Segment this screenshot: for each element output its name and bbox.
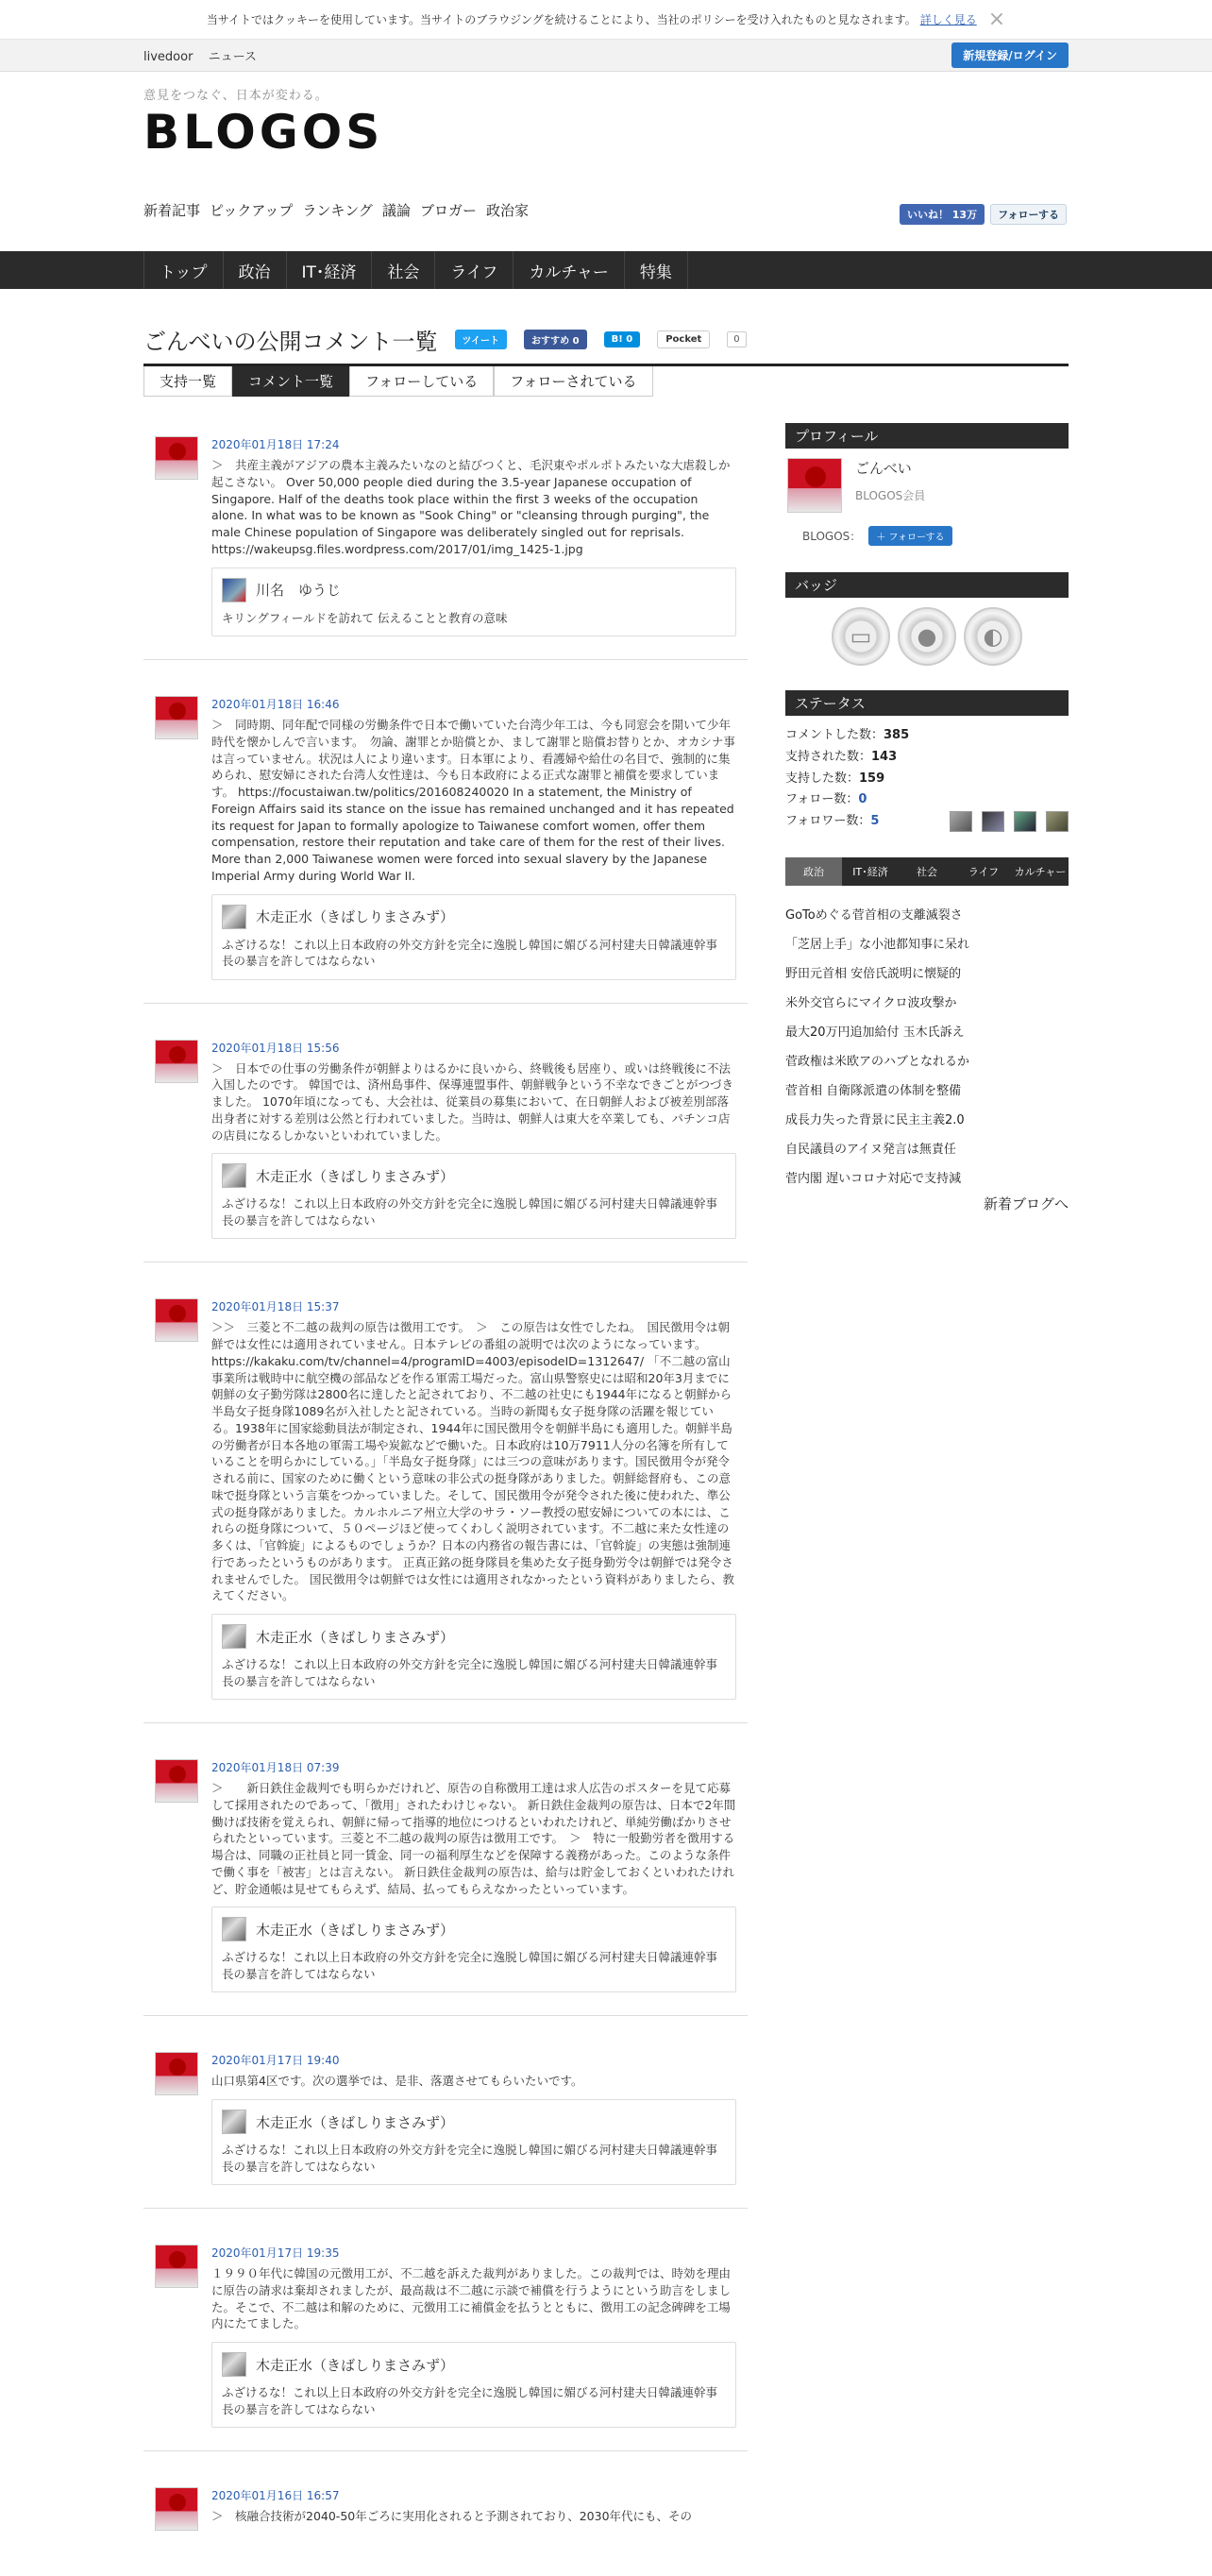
article-title[interactable]: ふざけるな！これ以上日本政府の外交方針を完全に逸脱し韓国に媚びる河村建夫日韓議連幹事長の暴言を許してはならない bbox=[222, 1196, 718, 1228]
comment-date[interactable]: 2020年01月18日 07:39 bbox=[211, 1761, 340, 1774]
comment-text: ＞ 同時期、同年配で同様の労働条件で日本で働いていた台湾少年工は、今も同窓会を開いて少年時代を懐かしんで言います。 勿論、謝罪とか賠償とか、まして謝罪と賠償お替りとか、オカシナ事は言っていません。状況は人により違います。日本軍により、看護婦や給仕の名目で、強制的に集められ、慰安婦にされた台湾人女性達は、今も日本政府による正式な謝罪と補償を要求しています。 https://focustaiwan.tw/politics/201608240020 In a statement, the Ministry of Foreign Affairs said its stance on the issue has remained unchanged and it has repeated its request for Japan to formally apologize to Taiwanese comfort women, offer them compensation, restore their reputation and take care of them for the rest of their lives. More than 2,000 Taiwanese women were forced into sexual slavery by the Japanese Imperial Army during World War II. bbox=[211, 718, 735, 883]
follow-button[interactable]: ＋ フォローする bbox=[868, 526, 951, 546]
quoted-article[interactable] bbox=[211, 1614, 736, 1700]
article-author[interactable]: 木走正水（きばしりまさみず） bbox=[256, 908, 455, 925]
subnav-ranking[interactable]: ランキング bbox=[302, 202, 373, 219]
author-avatar bbox=[222, 1624, 246, 1649]
news-item[interactable]: 自民議員のアイヌ発言は無責任 bbox=[785, 1142, 956, 1157]
cat-tab-politics[interactable]: 政治 bbox=[785, 857, 842, 886]
avatar[interactable] bbox=[155, 2052, 198, 2095]
avatar[interactable] bbox=[155, 696, 198, 739]
stat-supported-count: 143 bbox=[871, 749, 898, 764]
stat-followers-count[interactable]: 5 bbox=[870, 814, 880, 828]
avatar[interactable] bbox=[155, 2487, 198, 2531]
comment-text: ＞ 日本での仕事の労働条件が朝鮮よりはるかに良いから、終戦後も居座り、或いは終戦後に不法入国したのです。 韓国では、済州島事件、保導連盟事件、朝鮮戦争という不幸なできごとがつづきました。 1070年頃になっても、大会社は、従業員の募集において、在日朝鮮人および被差別部落出身者に対する差別は公然と行われていました。当時は、朝鮮人は東大を卒業しても、パチンコ店の店員になるしかないといわれていました。 bbox=[211, 1060, 733, 1143]
tab-following[interactable]: フォローしている bbox=[349, 366, 494, 397]
comment-date[interactable]: 2020年01月16日 16:57 bbox=[211, 2489, 340, 2502]
content bbox=[143, 423, 1069, 2576]
comment-date[interactable]: 2020年01月18日 17:24 bbox=[211, 438, 340, 451]
avatar[interactable] bbox=[155, 1040, 198, 1083]
stat-label: 支持された数： bbox=[785, 749, 872, 764]
cookie-banner bbox=[0, 0, 1212, 40]
more-blogs-link[interactable]: 新着ブログへ bbox=[983, 1195, 1069, 1212]
nav-top[interactable]: トップ bbox=[143, 251, 223, 289]
article-author[interactable]: 木走正水（きばしりまさみず） bbox=[256, 2113, 455, 2131]
stat-label: フォロワー数： bbox=[785, 814, 871, 828]
quoted-article[interactable] bbox=[211, 1907, 736, 1992]
pocket-button[interactable]: Pocket bbox=[657, 330, 710, 348]
site-header bbox=[0, 72, 1212, 251]
news-item[interactable]: 成長力失った背景に民主主義2.0 bbox=[785, 1112, 965, 1127]
comment-text: ＞ 核融合技術が2040-50年ごろに実用化されると予測されており、2030年代にも、その bbox=[211, 2509, 693, 2523]
nav-society[interactable]: 社会 bbox=[371, 251, 434, 289]
profile-name: ごんべい bbox=[855, 460, 912, 477]
quoted-article[interactable] bbox=[211, 2342, 736, 2428]
article-title[interactable]: ふざけるな！これ以上日本政府の外交方針を完全に逸脱し韓国に媚びる河村建夫日韓議連幹事長の暴言を許してはならない bbox=[222, 1657, 718, 1688]
badge-person-icon: ● bbox=[898, 607, 956, 666]
quoted-article[interactable] bbox=[211, 1153, 736, 1239]
nav-culture[interactable]: カルチャー bbox=[513, 251, 624, 289]
cat-tab-life[interactable]: ライフ bbox=[968, 865, 1000, 878]
facebook-recommend-button[interactable]: おすすめ 0 bbox=[524, 330, 587, 349]
subnav-new[interactable]: 新着記事 bbox=[143, 202, 201, 219]
stat-label: 支持した数： bbox=[785, 771, 860, 786]
news-item[interactable]: 米外交官らにマイクロ波攻撃か bbox=[785, 995, 957, 1010]
cat-tab-it-economy[interactable]: IT･経済 bbox=[852, 865, 888, 878]
author-avatar bbox=[222, 578, 246, 602]
subnav-blogger[interactable]: ブロガー bbox=[419, 202, 477, 219]
profile-avatar bbox=[787, 458, 842, 513]
cookie-more-link[interactable]: 詳しく見る bbox=[919, 13, 977, 26]
news-link[interactable]: ニュース bbox=[208, 50, 257, 64]
comment-text: ＞＞ 三菱と不二越の裁判の原告は徴用工です。 ＞ この原告は女性でしたね。 国民徴用令は朝鮮では女性には適用されていません。日本テレビの番組の説明では次のようになっています。 https://kakaku.com/tv/channel=4/programID=4003/episodeID=1312647/ 「不二越の富山事業所は戦時中に航空機の部品などを作る軍需工場だった。富山県警察史には昭和20年3月までに朝鮮の女子勤労隊は2800名に達したと記されており、不二越の社史にも1944年になると朝鮮から半島女子挺身隊1089名が入社したと記されている。当時の新聞も女子挺身隊の活躍を報じている。1938年に国家総動員法が制定され、1944年に国民徴用令を朝鮮半島にも適用した。朝鮮半島の労働者が日本各地の軍需工場や炭鉱などで働いた。日本政府は10万7911人分の名簿を所有していることを明らかにしている。」「半島女子挺身隊」には三つの意味があります。国民徴用令が発令される前に、国家のために働くという意味の非公式の挺身隊がありました。朝鮮総督府も、この意味で挺身隊という言葉をつかっていました。そして、国民徴用令が発令された後に使われた、準公式の挺身隊がありました。カルホルニア州立大学のサラ・ソー教授の慰安婦についての本には、これらの挺身隊について、５０ページほど使ってくわしく説明されています。不二越に来た女性達の多くは、「官斡旋」によるものでしょうか？日本の内務省の報告書には、「官斡旋」の実態は強制連行であったというものがあります。 正真正銘の挺身隊員を集めた女子挺身勤労令は朝鮮では発令されませんでした。 国民徴用令は朝鮮では女性には適用されなかったという資料がありましたら、教えてください。 bbox=[211, 1320, 734, 1603]
profile-follow-row bbox=[802, 526, 1069, 546]
news-item[interactable]: 菅首相 自衛隊派遣の体制を整備 bbox=[785, 1083, 962, 1098]
facebook-like-button[interactable]: いいね！ 13万 bbox=[900, 204, 985, 225]
cookie-text: 当サイトではクッキーを使用しています。当サイトのブラウジングを続けることにより、当社のポリシーを受け入れたものと見なされます。 bbox=[206, 13, 917, 26]
news-item[interactable]: GoToめぐる菅首相の支離滅裂さ bbox=[785, 907, 963, 923]
quoted-article[interactable] bbox=[211, 2099, 736, 2185]
article-title[interactable]: ふざけるな！これ以上日本政府の外交方針を完全に逸脱し韓国に媚びる河村建夫日韓議連幹事長の暴言を許してはならない bbox=[222, 2143, 718, 2174]
article-author[interactable]: 木走正水（きばしりまさみず） bbox=[256, 1628, 455, 1646]
stat-label: コメントした数： bbox=[785, 728, 884, 742]
follower-thumbnails bbox=[950, 811, 1069, 832]
author-avatar bbox=[222, 2352, 246, 2377]
badge-book-icon: ▭ bbox=[832, 607, 890, 666]
tab-comments[interactable]: コメント一覧 bbox=[232, 366, 349, 397]
stat-supports-count: 159 bbox=[859, 771, 885, 786]
quoted-article[interactable] bbox=[211, 894, 736, 980]
cat-tab-society[interactable]: 社会 bbox=[917, 865, 937, 878]
follower-avatar[interactable] bbox=[950, 811, 972, 832]
avatar[interactable] bbox=[155, 2245, 198, 2288]
tab-supports[interactable]: 支持一覧 bbox=[143, 366, 232, 397]
comment-item bbox=[143, 2474, 748, 2553]
comment-text: ＞ 共産主義がアジアの農本主義みたいなのと結びつくと、毛沢東やポルポトみたいな大虐殺しか起こさない。 Over 50,000 people died during the 3.5-year Japanese occupation of Singapore. Half of the deaths took place within the first 3 weeks of the occupation alone. In what was to be known as "Sook Ching" or "cleansing through purging", the male Chinese population of Singapore was deliberately singled out for reprisals. https://wakeupsg.files.wordpress.com/2017/01/img_1425-1.jpg bbox=[211, 458, 731, 556]
hatena-bookmark-button[interactable]: B! 0 bbox=[604, 331, 641, 347]
close-icon[interactable]: × bbox=[987, 7, 1006, 31]
author-avatar bbox=[222, 2110, 246, 2134]
author-avatar bbox=[222, 1917, 246, 1941]
sub-nav bbox=[143, 200, 529, 220]
comment-text: 山口県第4区です。次の選挙では、是非、落選させてもらいたいです。 bbox=[211, 2074, 583, 2089]
stat-comments-count: 385 bbox=[884, 728, 910, 742]
subnav-discussion[interactable]: 議論 bbox=[381, 202, 411, 219]
blogos-logo[interactable]: BLOGOS bbox=[143, 105, 384, 160]
news-item[interactable]: 野田元首相 安倍氏説明に懐疑的 bbox=[785, 966, 962, 981]
article-author[interactable]: 木走正水（きばしりまさみず） bbox=[256, 2356, 455, 2374]
article-author[interactable]: 木走正水（きばしりまさみず） bbox=[256, 1167, 455, 1185]
follow-button-label: フォローする bbox=[888, 533, 945, 543]
nav-politics[interactable]: 政治 bbox=[223, 251, 286, 289]
main-nav bbox=[0, 251, 1212, 289]
tweet-button[interactable]: ツイート bbox=[455, 330, 508, 349]
livedoor-link[interactable]: livedoor bbox=[143, 50, 194, 64]
comment-item bbox=[143, 423, 748, 660]
author-avatar bbox=[222, 1163, 246, 1188]
tab-followers[interactable]: フォローされている bbox=[494, 366, 652, 397]
badge-heading: バッジ bbox=[785, 572, 1069, 598]
comment-item bbox=[143, 683, 748, 1004]
pocket-count: 0 bbox=[727, 331, 746, 347]
blogos-label: BLOGOS： bbox=[802, 530, 862, 543]
follower-avatar[interactable] bbox=[982, 811, 1004, 832]
twitter-follow-button[interactable]: フォローする bbox=[990, 204, 1067, 225]
author-avatar bbox=[222, 905, 246, 929]
avatar[interactable] bbox=[155, 1298, 198, 1342]
status-heading: ステータス bbox=[785, 690, 1069, 716]
stat-follows-count[interactable]: 0 bbox=[858, 792, 867, 807]
badge-user-icon: ◐ bbox=[964, 607, 1022, 666]
article-title[interactable]: ふざけるな！これ以上日本政府の外交方針を完全に逸脱し韓国に媚びる河村建夫日韓議連幹事長の暴言を許してはならない bbox=[222, 1950, 718, 1981]
sidebar bbox=[785, 423, 1069, 2576]
news-item[interactable]: 最大20万円追加給付 玉木氏訴え bbox=[785, 1025, 965, 1040]
category-tabs bbox=[785, 857, 1069, 886]
comment-date[interactable]: 2020年01月18日 15:37 bbox=[211, 1300, 340, 1314]
comment-item bbox=[143, 1026, 748, 1263]
follower-avatar[interactable] bbox=[1046, 811, 1069, 832]
stat-label: フォロー数： bbox=[785, 792, 859, 807]
quoted-article[interactable] bbox=[211, 568, 736, 637]
profile-card bbox=[785, 458, 1069, 513]
comment-date[interactable]: 2020年01月17日 19:35 bbox=[211, 2246, 340, 2260]
tagline: 意見をつなぐ、日本が変わる。 bbox=[143, 89, 328, 103]
avatar[interactable] bbox=[155, 1759, 198, 1803]
badge-list bbox=[785, 607, 1069, 666]
top-bar bbox=[0, 40, 1212, 72]
news-item[interactable]: 菅内閣 遅いコロナ対応で支持減 bbox=[785, 1171, 962, 1186]
comment-date[interactable]: 2020年01月18日 15:56 bbox=[211, 1041, 340, 1055]
comment-date[interactable]: 2020年01月18日 16:46 bbox=[211, 698, 340, 711]
title-row bbox=[143, 323, 1069, 366]
subnav-pickup[interactable]: ピックアップ bbox=[210, 202, 294, 219]
comment-item bbox=[143, 1746, 748, 2016]
comment-item bbox=[143, 1285, 748, 1723]
follower-avatar[interactable] bbox=[1014, 811, 1036, 832]
comment-text: １９９０年代に韓国の元徴用工が、不二越を訴えた裁判がありました。この裁判では、時効を理由に原告の請求は棄却されましたが、最高裁は不二越に示談で補償を行うようにという助言をしました。そこで、不二越は和解のために、元徴用工に補償金を払うとともに、徴用工の記念碑碑を工場内にたてました。 bbox=[211, 2266, 732, 2331]
article-title[interactable]: ふざけるな！これ以上日本政府の外交方針を完全に逸脱し韓国に媚びる河村建夫日韓議連幹事長の暴言を許してはならない bbox=[222, 2385, 718, 2416]
news-item[interactable]: 「芝居上手」な小池都知事に呆れ bbox=[785, 937, 970, 952]
comment-item bbox=[143, 2231, 748, 2451]
nav-it-economy[interactable]: IT･経済 bbox=[286, 251, 372, 289]
header-social bbox=[900, 204, 1067, 225]
status-list bbox=[785, 725, 1069, 833]
comment-text: ＞ 新日鉄住金裁判でも明らかだけれど、原告の自称徴用工達は求人広告のポスターを見て応募して採用されたのであって、「徴用」されたわけじゃない。 新日鉄住金裁判の原告は、日本で2年間働けば技術を覚えられ、朝鮮に帰って指導的地位につけるといわれたけれど、単純労働ばかりさせられたといっています。三菱と不二越の裁判の原告は徴用工です。 ＞ 特に一般勤労者を徴用する場合は、同職の正社員と同一賃金、同一の福利厚生などを保障する義務があった。このような条件で働く事を「被害」とは言えない。 新日鉄住金裁判の原告は、給与は貯金しておくといわれたけれど、貯金通帳は見せてもらえず、結局、払ってもらえなかったといっています。 bbox=[211, 1781, 736, 1896]
comment-item bbox=[143, 2039, 748, 2209]
profile-tabs bbox=[143, 366, 1069, 397]
nav-life[interactable]: ライフ bbox=[434, 251, 513, 289]
nav-feature[interactable]: 特集 bbox=[624, 251, 688, 289]
article-author[interactable]: 木走正水（きばしりまさみず） bbox=[256, 1921, 455, 1939]
comment-date[interactable]: 2020年01月17日 19:40 bbox=[211, 2054, 340, 2068]
comment-list bbox=[143, 423, 748, 2576]
cat-tab-culture[interactable]: カルチャー bbox=[1014, 865, 1067, 878]
page-title: ごんべいの公開コメント一覧 bbox=[143, 329, 438, 355]
avatar[interactable] bbox=[155, 436, 198, 480]
subnav-politician[interactable]: 政治家 bbox=[485, 202, 529, 219]
article-title[interactable]: キリングフィールドを訪れて 伝えることと教育の意味 bbox=[222, 610, 508, 625]
news-list bbox=[785, 899, 1069, 1192]
news-item[interactable]: 菅政権は米欧アのハブとなれるか bbox=[785, 1054, 970, 1069]
profile-heading: プロフィール bbox=[785, 423, 1069, 449]
signup-login-button[interactable]: 新規登録/ログイン bbox=[951, 42, 1069, 68]
article-author[interactable]: 川名 ゆうじ bbox=[256, 582, 342, 599]
article-title[interactable]: ふざけるな！これ以上日本政府の外交方針を完全に逸脱し韓国に媚びる河村建夫日韓議連幹事長の暴言を許してはならない bbox=[222, 937, 718, 968]
profile-role: BLOGOS会員 bbox=[855, 489, 926, 502]
